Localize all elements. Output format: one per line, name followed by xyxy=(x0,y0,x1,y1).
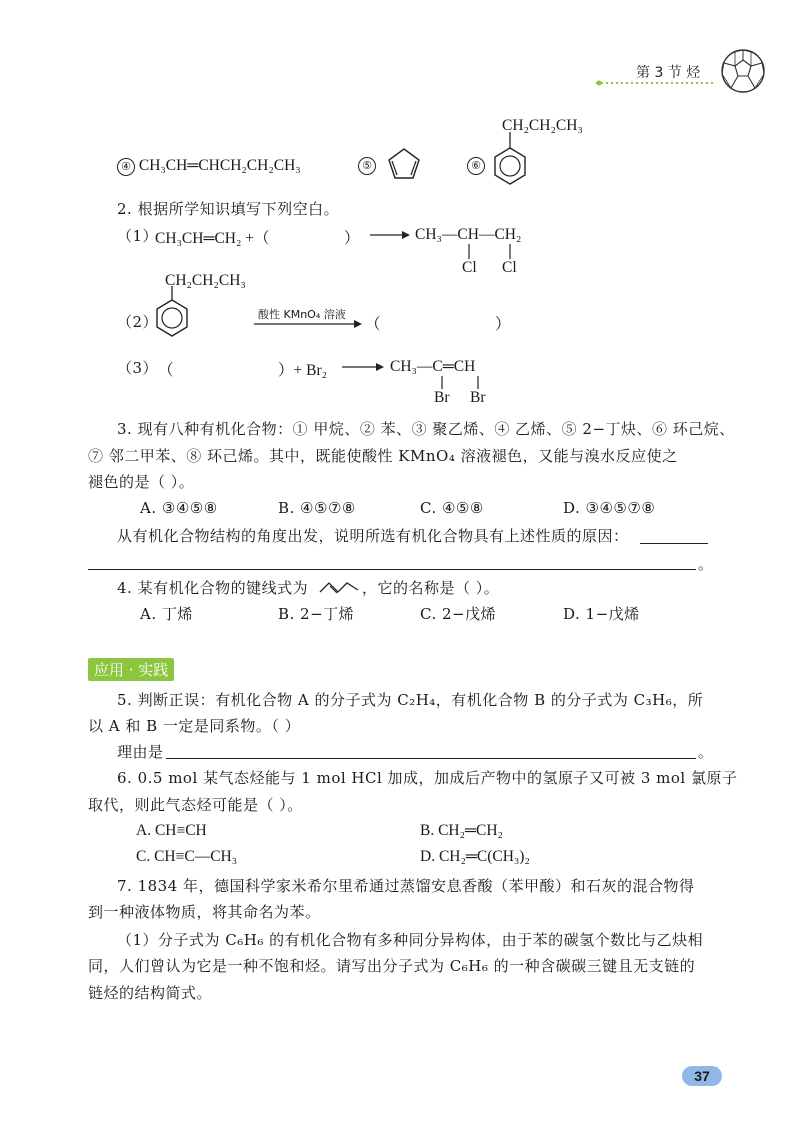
q4-stem-end: ，它的名称是（ ）。 xyxy=(362,579,500,597)
q2-part3-bonds xyxy=(436,376,486,390)
q2-part1-label: （1） xyxy=(117,227,159,245)
q6-option-b: B. CH₂═CH₂ xyxy=(420,822,503,839)
q3-line-3: 褪色的是（ ）。 xyxy=(88,473,195,491)
q3-option-c: C. ④⑤⑧ xyxy=(420,499,484,517)
q4-option-b: B. 2−丁烯 xyxy=(278,605,355,623)
q7-sub1-line-2: 同，人们曾认为它是一种不饱和烃。请写出分子式为 C₆H₆ 的一种含碳碳三键且无支链的 xyxy=(88,957,696,975)
cyclopentadiene-structure-icon xyxy=(384,144,424,184)
q2-part3-br-right: Br xyxy=(470,389,486,406)
propylbenzene-structure-icon xyxy=(490,130,530,192)
q6-line-2: 取代，则此气态烃可能是（ ）。 xyxy=(88,796,303,814)
q2-part3-reactant: ）+ Br₂ xyxy=(278,362,328,379)
q3-option-d: D. ③④⑤⑦⑧ xyxy=(563,499,656,517)
q3-option-b: B. ④⑤⑦⑧ xyxy=(278,499,356,517)
q3-end-mark: 。 xyxy=(698,555,714,573)
q6-option-a: A. CH≡CH xyxy=(136,822,207,839)
q3-line-1: 3. 现有八种有机化合物：① 甲烷、② 苯、③ 聚乙烯、④ 乙烯、⑤ 2−丁炔、⑥ 环己烷、 xyxy=(117,420,735,438)
q2-part1-reactant: CH₃CH═CH₂ +（ xyxy=(155,230,270,247)
q2-part3-label: （3） xyxy=(117,359,159,377)
q2-title: 2. 根据所学知识填写下列空白。 xyxy=(117,200,340,218)
q1-item4-number: ④ xyxy=(117,158,135,176)
q7-sub1-line-1: （1）分子式为 C₆H₆ 的有机化合物有多种同分异构体，由于苯的碳氢个数比与乙炔相 xyxy=(117,931,704,949)
skeletal-formula-icon xyxy=(318,580,362,594)
q2-part1-cl-left: Cl xyxy=(462,259,477,276)
q5-line-2: 以 A 和 B 一定是同系物。（ ） xyxy=(88,717,301,735)
reaction-arrow-icon xyxy=(340,360,386,374)
q1-item4 xyxy=(117,157,301,176)
q6-option-c: C. CH≡C—CH₃ xyxy=(136,848,238,865)
q5-reason-blank[interactable] xyxy=(166,758,696,759)
q2-part2-paren-close: ） xyxy=(495,316,511,333)
q2-part1-bonds xyxy=(462,244,522,260)
q2-part2-substituent: CH₂CH₂CH₃ xyxy=(165,272,246,289)
q2-part2-paren-open: （ xyxy=(365,316,381,333)
q6-option-d: D. CH₂═C(CH₃)₂ xyxy=(420,848,530,865)
header-divider-dotted xyxy=(596,78,718,88)
q4-option-a: A. 丁烯 xyxy=(140,605,193,623)
q2-part1-cl-right: Cl xyxy=(502,259,517,276)
q2-part2-reagent: 酸性 KMnO₄ 溶液 xyxy=(258,308,346,321)
q2-part2-label: （2） xyxy=(117,313,159,331)
q1-item4-formula: CH₃CH═CHCH₂CH₂CH₃ xyxy=(138,157,301,174)
propylbenzene-structure-icon xyxy=(152,286,192,344)
q1-item6-substituent: CH₂CH₂CH₃ xyxy=(502,117,583,134)
q3-option-a: A. ③④⑤⑧ xyxy=(140,499,218,517)
q2-part3-paren-open: （ xyxy=(158,362,174,379)
q4-option-d: D. 1−戊烯 xyxy=(563,605,640,623)
q3-reason-prompt: 从有机化合物结构的角度出发，说明所选有机化合物具有上述性质的原因： xyxy=(117,527,629,545)
reaction-arrow-icon xyxy=(252,318,364,330)
page-number: 37 xyxy=(682,1066,722,1086)
q2-part3-product: CH₃—C═CH xyxy=(390,358,476,375)
reaction-arrow-icon xyxy=(368,228,412,242)
fullerene-logo-icon xyxy=(720,48,766,94)
q5-line-1: 5. 判断正误：有机化合物 A 的分子式为 C₂H₄，有机化合物 B 的分子式为 C₃H₆，所 xyxy=(117,691,704,709)
q1-item6-number: ⑥ xyxy=(467,157,485,175)
q3-answer-blank-1[interactable] xyxy=(640,543,708,544)
q2-part1-paren-close: ） xyxy=(344,230,360,247)
q7-line-1: 7. 1834 年，德国科学家米希尔里希通过蒸馏安息香酸（苯甲酸）和石灰的混合物得 xyxy=(117,877,695,895)
q4-option-c: C. 2−戊烯 xyxy=(420,605,497,623)
q4-stem-start: 4. 某有机化合物的键线式为 xyxy=(117,579,309,597)
section-badge: 应用 · 实践 xyxy=(88,658,174,681)
q1-item5-number: ⑤ xyxy=(358,157,376,175)
q7-line-2: 到一种液体物质，将其命名为苯。 xyxy=(88,903,321,921)
q6-line-1: 6. 0.5 mol 某气态烃能与 1 mol HCl 加成，加成后产物中的氢原子又可被 3 mol 氯原子 xyxy=(117,769,738,787)
q7-sub1-line-3: 链烃的结构简式。 xyxy=(88,984,213,1002)
q3-line-2: ⑦ 邻二甲苯、⑧ 环己烯。其中，既能使酸性 KMnO₄ 溶液褪色，又能与溴水反应使之 xyxy=(88,447,678,465)
section-header-title: 第 3 节 烃 xyxy=(636,65,701,81)
q2-part3-br-left: Br xyxy=(434,389,450,406)
q5-end-mark: 。 xyxy=(698,743,714,761)
q2-part1-product: CH₃—CH—CH₂ xyxy=(415,226,522,243)
q3-answer-blank-2[interactable] xyxy=(88,569,696,570)
q5-reason-label: 理由是 xyxy=(117,743,164,761)
